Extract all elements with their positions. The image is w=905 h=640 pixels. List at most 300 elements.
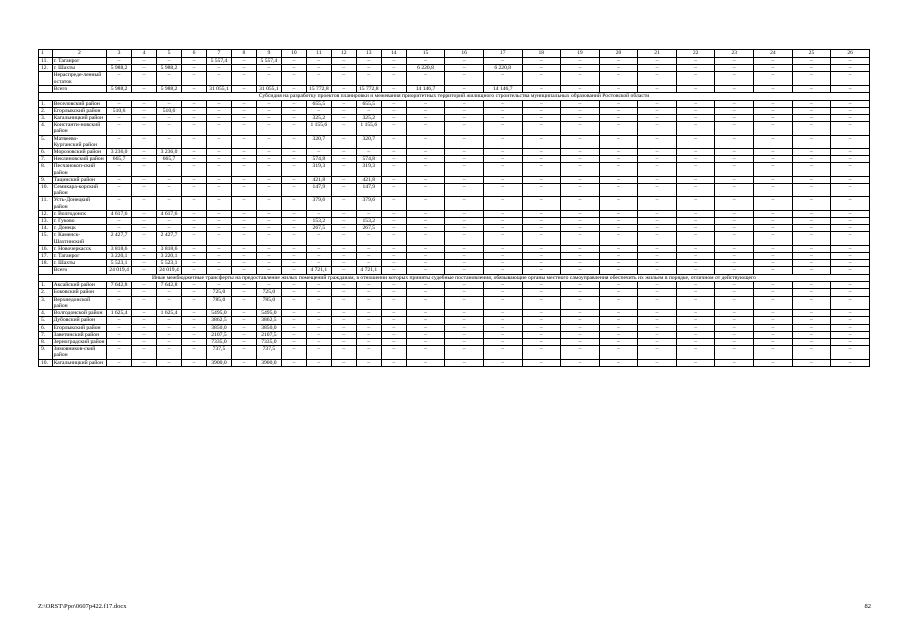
value-cell: – (231, 225, 256, 232)
value-cell: – (445, 135, 484, 148)
value-cell: 3862,5 (206, 317, 231, 324)
value-cell: – (157, 317, 182, 324)
row-name: Всего (52, 267, 106, 274)
value-cell: – (182, 107, 207, 114)
value-cell: – (754, 197, 793, 210)
value-cell: – (281, 310, 306, 317)
value-cell: 379,6 (356, 197, 381, 210)
value-cell: – (561, 338, 600, 345)
row-number: 17. (39, 253, 53, 260)
table-row (39, 85, 870, 92)
value-cell: – (132, 135, 157, 148)
value-cell: – (676, 260, 715, 267)
value-cell: – (182, 58, 207, 65)
value-cell: – (231, 149, 256, 156)
value-cell: – (831, 296, 870, 309)
value-cell: – (381, 197, 406, 210)
value-cell: – (561, 331, 600, 338)
value-cell: – (445, 197, 484, 210)
value-cell: – (157, 58, 182, 65)
value-cell: – (206, 72, 231, 85)
value-cell: – (483, 346, 522, 359)
value-cell: – (132, 85, 157, 92)
header-cell: 9 (256, 50, 281, 58)
value-cell: – (522, 135, 561, 148)
value-cell: – (356, 58, 381, 65)
row-number: 15. (39, 232, 53, 245)
value-cell: 24 019,4 (157, 267, 182, 274)
value-cell: – (182, 115, 207, 122)
row-name: Морозовский район (52, 149, 106, 156)
value-cell: – (676, 65, 715, 72)
value-cell: – (638, 331, 677, 338)
value-cell: 5 988,2 (157, 85, 182, 92)
value-cell: – (599, 331, 638, 338)
value-cell: – (182, 149, 207, 156)
value-cell: – (561, 184, 600, 197)
table-row (39, 346, 870, 359)
value-cell: – (638, 176, 677, 183)
value-cell: 785,0 (256, 296, 281, 309)
value-cell: – (445, 245, 484, 252)
value-cell: 319,3 (306, 163, 331, 176)
value-cell: 24 019,4 (107, 267, 132, 274)
value-cell: – (715, 282, 754, 289)
value-cell: – (599, 163, 638, 176)
value-cell: – (231, 317, 256, 324)
value-cell: – (792, 296, 831, 309)
value-cell: – (715, 324, 754, 331)
value-cell: – (281, 359, 306, 366)
row-name: Дубовский район (52, 317, 106, 324)
value-cell: – (599, 58, 638, 65)
value-cell: – (381, 324, 406, 331)
table-row (39, 324, 870, 331)
value-cell: – (406, 184, 445, 197)
header-cell: 23 (715, 50, 754, 58)
value-cell: – (792, 331, 831, 338)
value-cell: – (792, 338, 831, 345)
value-cell: 5495,0 (206, 310, 231, 317)
value-cell: 510,6 (107, 107, 132, 114)
row-name: Волгодонской район (52, 310, 106, 317)
value-cell: – (522, 184, 561, 197)
value-cell: – (445, 324, 484, 331)
value-cell: – (107, 289, 132, 296)
value-cell: 6 220,8 (483, 65, 522, 72)
value-cell: – (599, 184, 638, 197)
value-cell: – (445, 184, 484, 197)
value-cell: – (831, 107, 870, 114)
value-cell: – (206, 232, 231, 245)
value-cell: – (256, 65, 281, 72)
value-cell: – (406, 156, 445, 163)
value-cell: – (754, 122, 793, 135)
value-cell: – (715, 245, 754, 252)
value-cell: 7335,0 (206, 338, 231, 345)
value-cell: – (483, 72, 522, 85)
value-cell: – (132, 253, 157, 260)
value-cell: – (638, 65, 677, 72)
value-cell: – (561, 72, 600, 85)
value-cell: – (107, 176, 132, 183)
value-cell: – (522, 359, 561, 366)
value-cell: – (107, 100, 132, 107)
value-cell: – (231, 163, 256, 176)
value-cell: – (676, 245, 715, 252)
value-cell: – (754, 65, 793, 72)
value-cell: – (381, 184, 406, 197)
value-cell: – (483, 122, 522, 135)
value-cell: – (231, 338, 256, 345)
value-cell: – (599, 245, 638, 252)
value-cell: – (715, 122, 754, 135)
value-cell: 421,8 (306, 176, 331, 183)
value-cell: – (754, 218, 793, 225)
value-cell: – (231, 331, 256, 338)
table-row (39, 135, 870, 148)
value-cell: – (331, 296, 356, 309)
value-cell: – (754, 149, 793, 156)
value-cell: 737,5 (206, 346, 231, 359)
value-cell: – (638, 72, 677, 85)
row-number: 7. (39, 156, 53, 163)
value-cell: – (107, 225, 132, 232)
value-cell: 5 523,1 (157, 260, 182, 267)
value-cell: – (206, 176, 231, 183)
value-cell: – (754, 331, 793, 338)
value-cell: – (231, 58, 256, 65)
value-cell: – (406, 331, 445, 338)
value-cell: – (561, 310, 600, 317)
value-cell: – (522, 289, 561, 296)
value-cell: – (231, 184, 256, 197)
value-cell: – (445, 289, 484, 296)
value-cell: – (182, 85, 207, 92)
value-cell: – (206, 282, 231, 289)
value-cell: – (406, 260, 445, 267)
value-cell: – (561, 289, 600, 296)
value-cell: – (157, 324, 182, 331)
value-cell: – (676, 115, 715, 122)
value-cell: – (792, 310, 831, 317)
value-cell: – (107, 218, 132, 225)
value-cell: – (281, 72, 306, 85)
value-cell: 737,5 (256, 346, 281, 359)
value-cell: – (715, 289, 754, 296)
row-name: г. Гуково (52, 218, 106, 225)
value-cell: – (792, 210, 831, 217)
value-cell: – (356, 346, 381, 359)
value-cell: – (792, 156, 831, 163)
value-cell: – (306, 72, 331, 85)
value-cell: – (306, 324, 331, 331)
value-cell: – (182, 260, 207, 267)
value-cell: – (206, 107, 231, 114)
value-cell: – (715, 232, 754, 245)
value-cell: – (256, 245, 281, 252)
value-cell: – (754, 85, 793, 92)
row-number: 16. (39, 245, 53, 252)
value-cell: – (281, 253, 306, 260)
value-cell: – (792, 163, 831, 176)
value-cell: – (676, 267, 715, 274)
value-cell: – (676, 107, 715, 114)
value-cell: – (522, 310, 561, 317)
value-cell: – (256, 107, 281, 114)
value-cell: – (599, 232, 638, 245)
value-cell: – (107, 324, 132, 331)
value-cell: – (231, 72, 256, 85)
header-cell: 16 (445, 50, 484, 58)
value-cell: – (638, 85, 677, 92)
value-cell: – (331, 122, 356, 135)
value-cell: – (182, 156, 207, 163)
value-cell: – (381, 253, 406, 260)
value-cell: – (445, 65, 484, 72)
table-row (39, 210, 870, 217)
value-cell: – (522, 65, 561, 72)
value-cell: – (356, 149, 381, 156)
table-row (39, 359, 870, 366)
value-cell: – (331, 232, 356, 245)
value-cell: – (381, 163, 406, 176)
value-cell: – (281, 317, 306, 324)
value-cell: 3862,5 (256, 317, 281, 324)
value-cell: – (445, 260, 484, 267)
table-row (39, 65, 870, 72)
table-row (39, 176, 870, 183)
value-cell: – (331, 218, 356, 225)
value-cell: – (231, 245, 256, 252)
header-cell: 8 (231, 50, 256, 58)
value-cell: – (445, 359, 484, 366)
value-cell: – (406, 267, 445, 274)
value-cell: – (676, 324, 715, 331)
table-row (39, 245, 870, 252)
value-cell: – (831, 253, 870, 260)
row-number: 3. (39, 296, 53, 309)
value-cell: – (381, 331, 406, 338)
value-cell: – (599, 310, 638, 317)
table-row (39, 267, 870, 274)
value-cell: – (206, 100, 231, 107)
value-cell: – (831, 331, 870, 338)
value-cell: – (445, 149, 484, 156)
value-cell: – (331, 115, 356, 122)
header-cell: 1 (39, 50, 53, 58)
value-cell: – (754, 296, 793, 309)
value-cell: – (715, 107, 754, 114)
header-cell: 17 (483, 50, 522, 58)
header-cell: 15 (406, 50, 445, 58)
table-row (39, 149, 870, 156)
value-cell: – (231, 100, 256, 107)
value-cell: – (638, 260, 677, 267)
value-cell: – (107, 135, 132, 148)
value-cell: – (561, 197, 600, 210)
value-cell: – (445, 210, 484, 217)
value-cell: – (715, 210, 754, 217)
value-cell: – (206, 218, 231, 225)
row-number: 5. (39, 317, 53, 324)
row-number: 12. (39, 65, 53, 72)
value-cell: – (715, 225, 754, 232)
value-cell: – (831, 85, 870, 92)
value-cell: – (831, 100, 870, 107)
value-cell: – (182, 197, 207, 210)
value-cell: – (182, 225, 207, 232)
value-cell: – (256, 115, 281, 122)
table-row (39, 100, 870, 107)
value-cell: – (638, 267, 677, 274)
value-cell: 7 642,8 (107, 282, 132, 289)
value-cell: – (356, 282, 381, 289)
header-cell: 25 (792, 50, 831, 58)
value-cell: – (676, 310, 715, 317)
value-cell: – (256, 163, 281, 176)
value-cell: 5 523,1 (107, 260, 132, 267)
value-cell: – (561, 107, 600, 114)
row-name: Заветинский район (52, 331, 106, 338)
value-cell: – (331, 85, 356, 92)
value-cell: – (638, 122, 677, 135)
value-cell: 153,2 (356, 218, 381, 225)
header-row (39, 50, 870, 58)
value-cell: – (206, 253, 231, 260)
value-cell: – (522, 218, 561, 225)
value-cell: – (132, 156, 157, 163)
row-number: 4. (39, 310, 53, 317)
value-cell: – (715, 149, 754, 156)
value-cell: – (107, 122, 132, 135)
value-cell: – (522, 253, 561, 260)
value-cell: – (157, 197, 182, 210)
value-cell: – (638, 289, 677, 296)
value-cell: – (132, 260, 157, 267)
value-cell: – (281, 107, 306, 114)
value-cell: – (206, 210, 231, 217)
value-cell: – (107, 184, 132, 197)
row-number: 14. (39, 225, 53, 232)
value-cell: – (206, 197, 231, 210)
value-cell: – (831, 210, 870, 217)
value-cell: – (406, 149, 445, 156)
value-cell: – (231, 359, 256, 366)
value-cell: – (182, 210, 207, 217)
value-cell: – (445, 253, 484, 260)
value-cell: – (182, 135, 207, 148)
value-cell: – (715, 310, 754, 317)
value-cell: – (483, 310, 522, 317)
value-cell: – (483, 163, 522, 176)
value-cell: – (406, 122, 445, 135)
value-cell: – (132, 267, 157, 274)
value-cell: 725,0 (206, 289, 231, 296)
header-cell: 12 (331, 50, 356, 58)
value-cell: – (599, 115, 638, 122)
value-cell: 3 236,0 (157, 149, 182, 156)
value-cell: – (182, 324, 207, 331)
value-cell: – (132, 122, 157, 135)
value-cell: – (331, 289, 356, 296)
value-cell: – (522, 260, 561, 267)
value-cell: 3 818,6 (157, 245, 182, 252)
value-cell: – (406, 176, 445, 183)
value-cell: – (306, 149, 331, 156)
value-cell: – (483, 58, 522, 65)
value-cell: – (206, 115, 231, 122)
value-cell: – (256, 282, 281, 289)
header-cell: 4 (132, 50, 157, 58)
header-cell: 11 (306, 50, 331, 58)
value-cell: – (831, 225, 870, 232)
value-cell: – (522, 331, 561, 338)
value-cell: – (331, 176, 356, 183)
value-cell: – (281, 122, 306, 135)
value-cell: – (715, 58, 754, 65)
header-cell: 18 (522, 50, 561, 58)
value-cell: – (331, 58, 356, 65)
value-cell: – (206, 156, 231, 163)
header-cell: 6 (182, 50, 207, 58)
value-cell: – (445, 163, 484, 176)
value-cell: – (638, 282, 677, 289)
value-cell: – (157, 218, 182, 225)
value-cell: – (638, 359, 677, 366)
value-cell: – (107, 359, 132, 366)
value-cell: – (599, 85, 638, 92)
value-cell: – (792, 197, 831, 210)
value-cell: – (754, 267, 793, 274)
value-cell: – (561, 225, 600, 232)
value-cell: – (754, 115, 793, 122)
value-cell: – (306, 331, 331, 338)
value-cell: – (561, 296, 600, 309)
value-cell: – (561, 156, 600, 163)
value-cell: – (638, 245, 677, 252)
table-row (39, 184, 870, 197)
value-cell: – (599, 65, 638, 72)
value-cell: – (754, 346, 793, 359)
value-cell: – (406, 245, 445, 252)
value-cell: – (715, 296, 754, 309)
value-cell: – (231, 115, 256, 122)
value-cell: – (522, 245, 561, 252)
value-cell: – (445, 346, 484, 359)
value-cell: – (715, 260, 754, 267)
value-cell: – (406, 324, 445, 331)
value-cell: – (638, 149, 677, 156)
row-number (39, 85, 53, 92)
value-cell: – (306, 260, 331, 267)
value-cell: – (561, 115, 600, 122)
row-name: г. Новочеркасск (52, 245, 106, 252)
value-cell: – (445, 122, 484, 135)
value-cell: – (406, 253, 445, 260)
value-cell: – (406, 225, 445, 232)
section-title-row (39, 93, 870, 101)
table-row (39, 296, 870, 309)
value-cell: – (331, 282, 356, 289)
value-cell: – (306, 296, 331, 309)
value-cell: – (561, 210, 600, 217)
value-cell: – (754, 317, 793, 324)
value-cell: – (792, 346, 831, 359)
row-name: Семикара-корский район (52, 184, 106, 197)
value-cell: – (754, 289, 793, 296)
value-cell: – (306, 317, 331, 324)
